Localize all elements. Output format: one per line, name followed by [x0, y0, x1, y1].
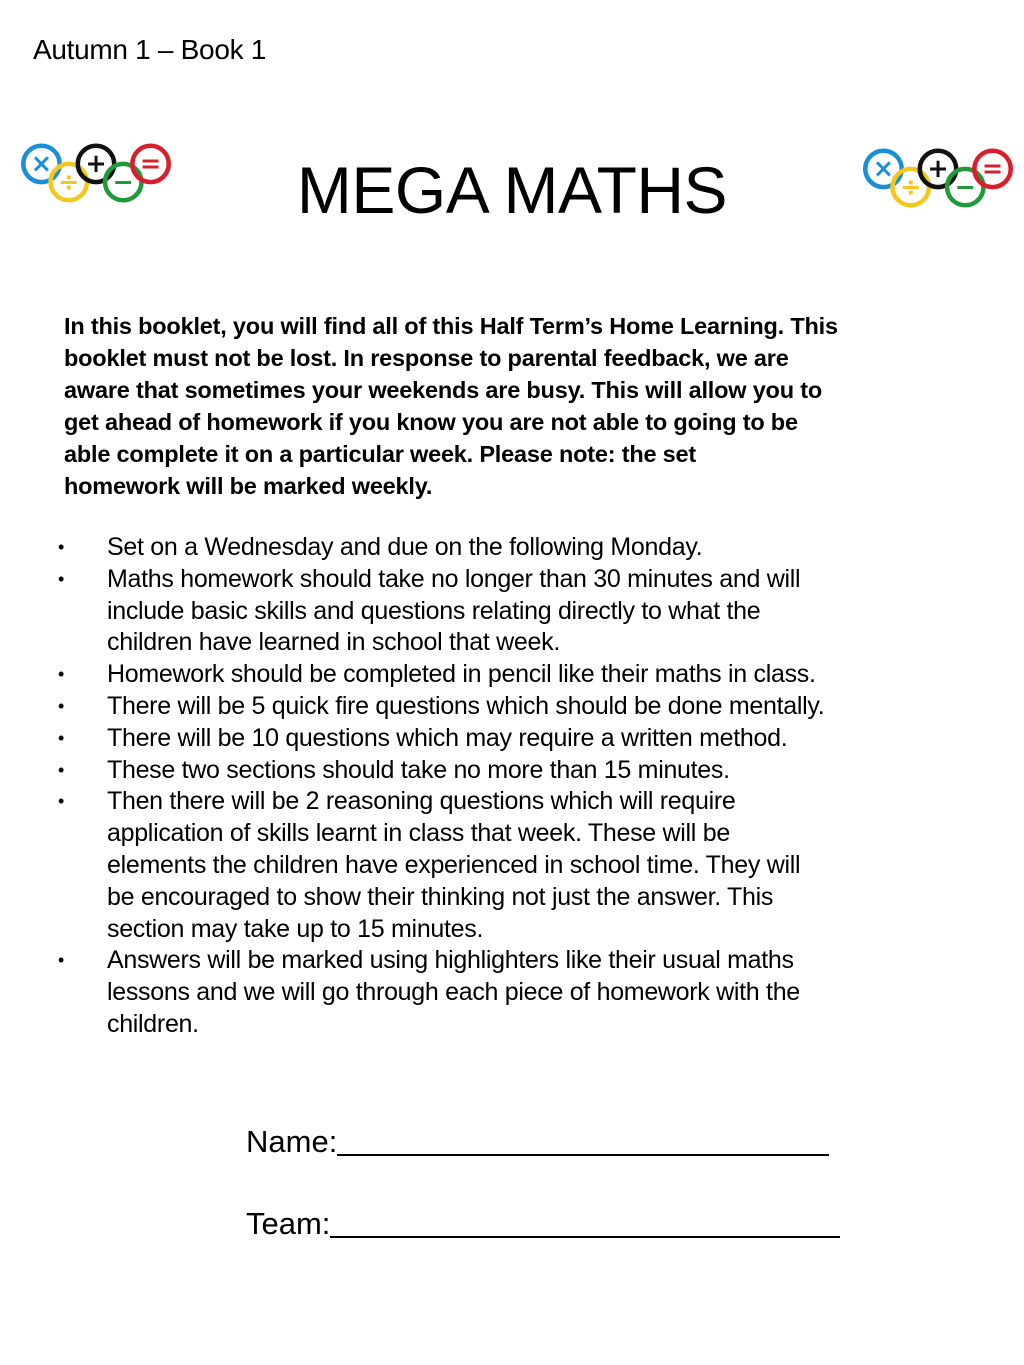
- list-item-text: lessons and we will go through each piece of homework with the: [107, 978, 800, 1007]
- operator-symbol-icon: −: [112, 167, 134, 198]
- intro-line: booklet must not be lost. In response to parental feedback, we are: [64, 345, 789, 371]
- bullet-icon: •: [58, 759, 65, 780]
- list-item-text: Answers will be marked using highlighters like their usual maths: [107, 946, 794, 975]
- list-item-text: include basic skills and questions relating directly to what the: [107, 596, 761, 625]
- list-item-text: Homework should be completed in pencil like their maths in class.: [107, 660, 816, 689]
- list-item-text: section may take up to 15 minutes.: [107, 914, 484, 943]
- bullet-icon: •: [58, 727, 65, 748]
- list-item: [58, 723, 978, 755]
- intro-line: get ahead of homework if you know you are not able to going to be: [64, 409, 798, 435]
- list-item: [58, 755, 978, 787]
- list-item-text: elements the children have experienced in school time. They will: [107, 850, 801, 879]
- operator-symbol-icon: −: [954, 172, 976, 203]
- operator-symbol-icon: ×: [30, 149, 53, 180]
- list-item-text: There will be 5 quick fire questions which should be done mentally.: [107, 691, 825, 720]
- name-blank-line[interactable]: [337, 1124, 829, 1156]
- bullet-icon: •: [58, 664, 65, 685]
- operator-symbol-icon: ×: [872, 154, 895, 185]
- list-item: [58, 945, 978, 1040]
- name-field: [246, 1122, 829, 1162]
- list-item: [58, 532, 978, 564]
- team-blank-line[interactable]: [330, 1206, 840, 1238]
- bullet-icon: •: [58, 695, 65, 716]
- operator-symbol-icon: =: [139, 149, 162, 180]
- team-label: Team:: [246, 1206, 331, 1241]
- intro-line: homework will be marked weekly.: [64, 473, 433, 499]
- bullet-icon: •: [58, 537, 65, 557]
- list-item-text: There will be 10 questions which may require a written method.: [107, 723, 788, 752]
- list-item: [58, 691, 978, 723]
- operator-symbol-icon: +: [85, 149, 107, 180]
- list-item-text: be encouraged to show their thinking not just the answer. This: [107, 882, 774, 911]
- list-item-text: Set on a Wednesday and due on the following Monday.: [107, 533, 703, 561]
- list-item: [58, 564, 978, 659]
- operator-symbol-icon: =: [981, 154, 1004, 185]
- list-item-text: children have learned in school that week.: [107, 628, 560, 657]
- intro-line: In this booklet, you will find all of this Half Term’s Home Learning. This: [64, 313, 838, 339]
- list-item-text: application of skills learnt in class that week. These will be: [107, 819, 730, 848]
- name-label: Name:: [246, 1124, 338, 1159]
- intro-line: able complete it on a particular week. Please note: the set: [64, 441, 697, 467]
- list-item: [58, 786, 978, 945]
- list-item-text: These two sections should take no more than 15 minutes.: [107, 755, 730, 784]
- operator-symbol-icon: ÷: [58, 167, 80, 198]
- intro-paragraph: [64, 310, 964, 502]
- bullet-icon: •: [58, 950, 65, 971]
- operator-symbol-icon: +: [927, 154, 949, 185]
- operator-symbol-icon: ÷: [900, 172, 922, 203]
- page-title: MEGA MATHS: [296, 153, 728, 227]
- intro-line: aware that sometimes your weekends are busy. This will allow you to: [64, 377, 822, 403]
- list-item-text: children.: [107, 1009, 199, 1038]
- book-label: Autumn 1 – Book 1: [33, 34, 267, 65]
- list-item: [58, 659, 978, 691]
- list-item-text: Then there will be 2 reasoning questions which will require: [107, 787, 736, 816]
- bullet-icon: •: [58, 568, 65, 589]
- team-field: [246, 1204, 840, 1244]
- bullet-icon: •: [58, 791, 65, 812]
- homework-rules-list: [58, 532, 978, 1041]
- list-item-text: Maths homework should take no longer than 30 minutes and will: [107, 564, 801, 593]
